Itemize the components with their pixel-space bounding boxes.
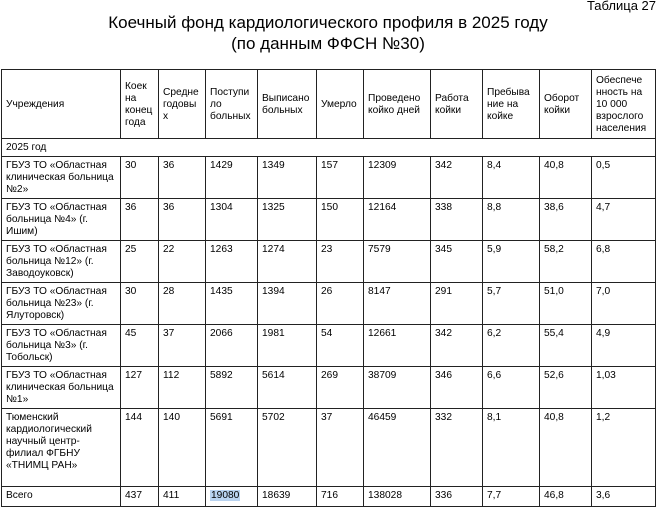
cell-admitted: 2066 [206, 325, 258, 367]
cell-provision: 1,03 [592, 367, 656, 409]
cell-bed-work: 338 [431, 199, 483, 241]
header-institution: Учреждения [2, 70, 121, 139]
bed-fund-table [1, 69, 656, 507]
total-bed-work: 336 [431, 487, 483, 507]
table-row [2, 367, 656, 409]
total-admitted-highlight[interactable]: 19080 [211, 490, 240, 501]
cell-bed-days: 46459 [364, 409, 431, 487]
cell-bed-work: 345 [431, 241, 483, 283]
cell-admitted: 5691 [206, 409, 258, 487]
cell-died: 26 [317, 283, 364, 325]
cell-beds-end-year: 30 [121, 283, 159, 325]
cell-stay: 8,8 [483, 199, 540, 241]
cell-died: 37 [317, 409, 364, 487]
table-row [2, 157, 656, 199]
cell-avg-annual: 112 [159, 367, 206, 409]
cell-provision: 7,0 [592, 283, 656, 325]
cell-discharged: 1325 [258, 199, 317, 241]
total-provision: 3,6 [592, 487, 656, 507]
cell-turnover: 40,8 [540, 157, 592, 199]
cell-turnover: 51,0 [540, 283, 592, 325]
cell-bed-days: 12309 [364, 157, 431, 199]
cell-admitted: 1263 [206, 241, 258, 283]
title-line-2: (по данным ФФСН №30) [231, 34, 425, 53]
cell-beds-end-year: 127 [121, 367, 159, 409]
total-discharged: 18639 [258, 487, 317, 507]
cell-discharged: 1394 [258, 283, 317, 325]
table-row [2, 409, 656, 487]
table-row [2, 325, 656, 367]
cell-avg-annual: 36 [159, 199, 206, 241]
total-row [2, 487, 656, 507]
cell-institution: ГБУЗ ТО «Областная больница №23» (г. Ялуторовск) [2, 283, 121, 325]
cell-institution: ГБУЗ ТО «Областная больница №12» (г. Заводоуковск) [2, 241, 121, 283]
cell-beds-end-year: 25 [121, 241, 159, 283]
cell-discharged: 5614 [258, 367, 317, 409]
cell-provision: 1,2 [592, 409, 656, 487]
cell-provision: 4,9 [592, 325, 656, 367]
total-died: 716 [317, 487, 364, 507]
header-admitted: Поступи ло больных [206, 70, 258, 139]
header-discharged: Выписано больных [258, 70, 317, 139]
total-admitted-cell [206, 487, 258, 507]
section-label: 2025 год [2, 139, 656, 157]
total-stay: 7,7 [483, 487, 540, 507]
total-turnover: 46,8 [540, 487, 592, 507]
cell-admitted: 5892 [206, 367, 258, 409]
cell-bed-days: 12661 [364, 325, 431, 367]
cell-died: 157 [317, 157, 364, 199]
header-avg-annual: Средне годовы х [159, 70, 206, 139]
cell-discharged: 1349 [258, 157, 317, 199]
header-stay: Пребыва ние на койке [483, 70, 540, 139]
cell-bed-days: 38709 [364, 367, 431, 409]
cell-turnover: 55,4 [540, 325, 592, 367]
cell-died: 269 [317, 367, 364, 409]
cell-turnover: 52,6 [540, 367, 592, 409]
cell-admitted: 1304 [206, 199, 258, 241]
cell-discharged: 1981 [258, 325, 317, 367]
cell-stay: 6,2 [483, 325, 540, 367]
cell-bed-work: 346 [431, 367, 483, 409]
cell-died: 23 [317, 241, 364, 283]
total-label: Всего [2, 487, 121, 507]
page-title [0, 12, 656, 54]
header-beds-end-year: Коек на конец года [121, 70, 159, 139]
total-beds-end-year: 437 [121, 487, 159, 507]
cell-turnover: 58,2 [540, 241, 592, 283]
cell-turnover: 40,8 [540, 409, 592, 487]
cell-stay: 8,1 [483, 409, 540, 487]
cell-bed-days: 8147 [364, 283, 431, 325]
header-bed-work: Работа койки [431, 70, 483, 139]
cell-institution: ГБУЗ ТО «Областная больница №4» (г. Ишим) [2, 199, 121, 241]
cell-beds-end-year: 144 [121, 409, 159, 487]
cell-died: 150 [317, 199, 364, 241]
cell-avg-annual: 28 [159, 283, 206, 325]
cell-avg-annual: 36 [159, 157, 206, 199]
total-bed-days: 138028 [364, 487, 431, 507]
total-avg-annual: 411 [159, 487, 206, 507]
cell-stay: 8,4 [483, 157, 540, 199]
cell-died: 54 [317, 325, 364, 367]
cell-turnover: 38,6 [540, 199, 592, 241]
cell-avg-annual: 22 [159, 241, 206, 283]
header-row [2, 70, 656, 139]
cell-bed-days: 12164 [364, 199, 431, 241]
title-line-1: Коечный фонд кардиологического профиля в 2025 году [108, 13, 548, 32]
cell-beds-end-year: 30 [121, 157, 159, 199]
cell-bed-work: 332 [431, 409, 483, 487]
header-bed-days: Проведено койко дней [364, 70, 431, 139]
cell-stay: 5,9 [483, 241, 540, 283]
cell-provision: 0,5 [592, 157, 656, 199]
section-row [2, 139, 656, 157]
table-row [2, 199, 656, 241]
cell-admitted: 1435 [206, 283, 258, 325]
cell-admitted: 1429 [206, 157, 258, 199]
header-turnover: Оборот койки [540, 70, 592, 139]
cell-provision: 6,8 [592, 241, 656, 283]
cell-beds-end-year: 36 [121, 199, 159, 241]
cell-stay: 5,7 [483, 283, 540, 325]
cell-bed-days: 7579 [364, 241, 431, 283]
cell-bed-work: 342 [431, 157, 483, 199]
table-row [2, 241, 656, 283]
cell-bed-work: 291 [431, 283, 483, 325]
cell-institution: ГБУЗ ТО «Областная клиническая больница №1» [2, 367, 121, 409]
cell-institution: ГБУЗ ТО «Областная больница №3» (г. Тобольск) [2, 325, 121, 367]
cell-bed-work: 342 [431, 325, 483, 367]
header-died: Умерло [317, 70, 364, 139]
cell-discharged: 5702 [258, 409, 317, 487]
cell-institution: Тюменский кардиологический научный центр-филиал ФГБНУ «ТНИМЦ РАН» [2, 409, 121, 487]
table-row [2, 283, 656, 325]
cell-stay: 6,6 [483, 367, 540, 409]
cell-institution: ГБУЗ ТО «Областная клиническая больница №2» [2, 157, 121, 199]
cell-discharged: 1274 [258, 241, 317, 283]
cell-beds-end-year: 45 [121, 325, 159, 367]
table-number: Таблица 27 [586, 0, 656, 13]
header-provision: Обеспече нность на 10 000 взрослого населения [592, 70, 656, 139]
cell-avg-annual: 140 [159, 409, 206, 487]
cell-provision: 4,7 [592, 199, 656, 241]
cell-avg-annual: 37 [159, 325, 206, 367]
